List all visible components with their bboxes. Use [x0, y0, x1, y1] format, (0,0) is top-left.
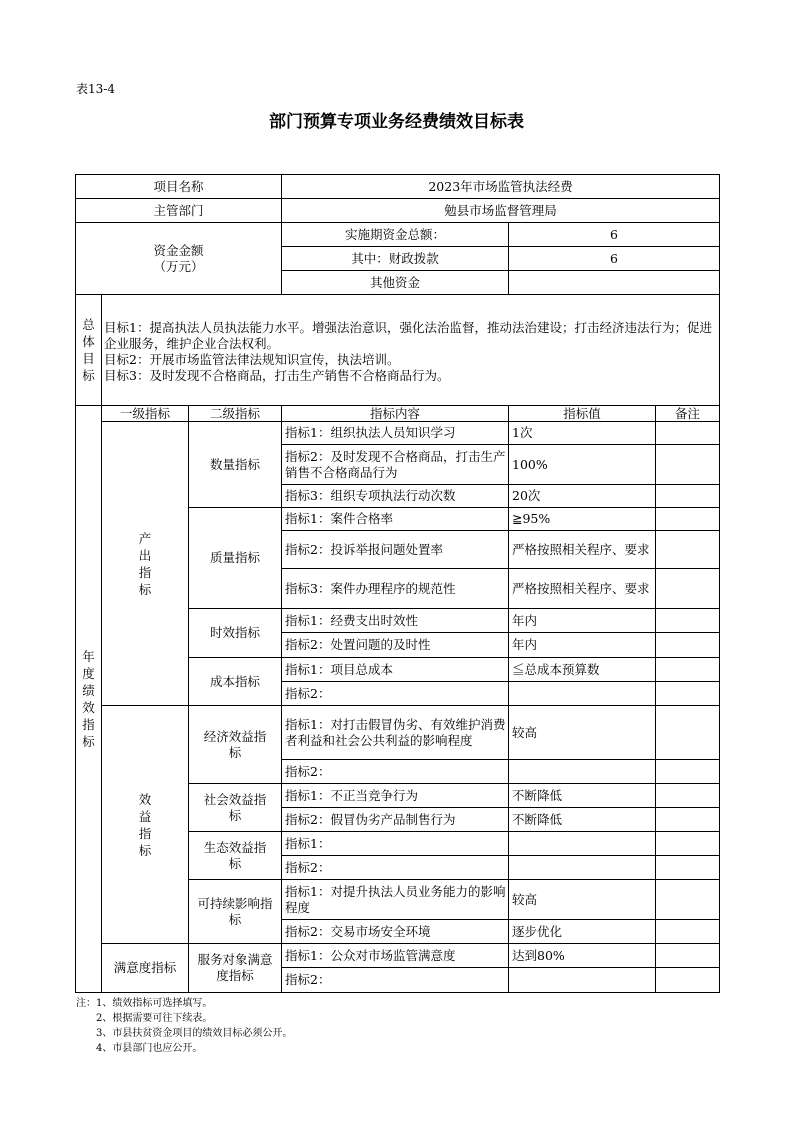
indicator-content: 指标2：假冒伪劣产品制售行为	[285, 811, 456, 827]
indicator-value: 较高	[512, 724, 538, 740]
cost-indicator: 成本指标	[209, 673, 260, 689]
col-note: 备注	[674, 405, 700, 421]
overall-goal-label-text: 总体目标	[82, 317, 95, 383]
footnote: 3、市县扶贫资金项目的绩效目标必须公开。	[76, 1028, 293, 1039]
quality-indicator: 质量指标	[209, 550, 260, 565]
footnote: 2、根据需要可往下续表。	[76, 1013, 213, 1024]
funds-label-line1: 资金金额	[153, 242, 204, 258]
eco-benefit-indicator: 生态效益指标	[203, 839, 267, 871]
indicator-content: 指标2：处置问题的及时性	[285, 637, 431, 652]
table-line	[75, 992, 720, 993]
indicator-value	[509, 832, 655, 855]
fiscal-funds-value: 6	[610, 250, 618, 266]
table-line	[655, 405, 656, 992]
indicator-value: 严格按照相关程序、要求	[512, 580, 650, 596]
indicator-value: 100%	[512, 456, 548, 472]
footnote: 4、市县部门也应公开。	[76, 1043, 203, 1054]
indicator-content: 指标2：	[285, 859, 331, 875]
indicator-content: 指标1：对打击假冒伪劣、有效维护消费者利益和社会公共利益的影响程度	[285, 716, 506, 748]
indicator-value: 1次	[512, 425, 533, 440]
indicator-value: 较高	[512, 891, 538, 907]
indicator-content: 指标2：	[285, 972, 331, 987]
col-value: 指标值	[563, 405, 601, 421]
dept-label: 主管部门	[153, 202, 204, 218]
indicator-content: 指标2：交易市场安全环境	[285, 923, 431, 939]
indicator-content: 指标1：公众对市场监管满意度	[285, 947, 456, 963]
indicator-content: 指标3：案件办理程序的规范性	[285, 580, 456, 596]
output-indicator-text: 产出指标	[138, 530, 152, 597]
service-satisfaction-indicator: 服务对象满意度指标	[197, 952, 273, 983]
doc-number: 表13-4	[76, 82, 115, 96]
goal-2: 目标2：开展市场监管法律法规知识宣传，执法培训。	[104, 352, 400, 367]
indicator-value	[509, 968, 655, 992]
annual-indicator-label-text: 年度绩效指标	[82, 649, 95, 749]
indicator-value: 达到80%	[512, 947, 565, 963]
footnotes	[76, 996, 292, 1056]
indicator-value: ≦总成本预算数	[512, 661, 600, 677]
col-level2: 二级指标	[209, 405, 260, 421]
indicator-value: 20次	[512, 488, 541, 503]
economic-benefit-indicator: 经济效益指标	[203, 728, 267, 760]
other-funds-label: 其他资金	[369, 274, 420, 290]
social-benefit-indicator: 社会效益指标	[203, 791, 267, 823]
annual-indicator-label	[76, 406, 101, 992]
quantity-indicator: 数量指标	[209, 456, 260, 472]
indicator-content: 指标2：及时发现不合格商品，打击生产销售不合格商品行为	[285, 448, 506, 480]
output-indicator	[102, 422, 188, 705]
indicator-content: 指标1：经费支出时效性	[285, 612, 418, 628]
indicator-value: 逐步优化	[512, 923, 563, 939]
project-name-value: 2023年市场监管执法经费	[428, 178, 573, 194]
indicator-value	[509, 856, 655, 879]
indicator-value	[509, 682, 655, 705]
indicator-content: 指标2：投诉举报问题处置率	[285, 541, 443, 557]
funds-label-line2: （万元）	[153, 258, 204, 274]
indicator-content: 指标1：不正当竞争行为	[285, 787, 418, 803]
indicator-content: 指标2：	[285, 685, 331, 701]
dept-value: 勉县市场监督管理局	[444, 202, 557, 218]
indicator-content: 指标1：组织执法人员知识学习	[285, 425, 456, 440]
timeliness-indicator: 时效指标	[209, 625, 260, 640]
other-funds-value	[509, 271, 719, 294]
indicator-content: 指标1：对提升执法人员业务能力的影响程度	[285, 883, 506, 915]
overall-goal-text	[102, 318, 719, 403]
col-level1: 一级指标	[119, 405, 170, 421]
indicator-value: 年内	[512, 612, 538, 628]
benefit-indicator-text: 效益指标	[138, 791, 152, 858]
indicator-content: 指标2：	[285, 763, 331, 779]
indicator-value: 严格按照相关程序、要求	[512, 541, 650, 557]
funds-label	[76, 223, 281, 294]
indicator-value: 年内	[512, 637, 538, 652]
indicator-content: 指标3：组织专项执法行动次数	[285, 488, 456, 503]
indicator-content: 指标1：案件合格率	[285, 511, 393, 526]
footnote: 注：1、绩效指标可选择填写。	[76, 998, 213, 1009]
fiscal-funds-label: 其中：财政拨款	[351, 250, 439, 266]
sustainable-impact-indicator: 可持续影响指标	[197, 895, 273, 927]
indicator-value: 不断降低	[512, 811, 563, 827]
goal-1: 目标1：提高执法人员执法能力水平。增强法治意识，强化法治监督，推动法治建设；打击经济违法行为；促进企业服务，维护企业合法权利。	[104, 320, 712, 351]
page-title: 部门预算专项业务经费绩效目标表	[269, 112, 524, 132]
indicator-content: 指标1：项目总成本	[285, 661, 393, 677]
project-name-label: 项目名称	[153, 178, 204, 194]
indicator-value	[509, 760, 655, 783]
indicator-content: 指标1：	[285, 835, 331, 851]
indicator-value: 不断降低	[512, 787, 563, 803]
benefit-indicator	[102, 706, 188, 943]
col-content: 指标内容	[369, 405, 420, 421]
table-line	[75, 294, 720, 295]
overall-goal-label	[76, 295, 101, 405]
total-funds-label: 实施期资金总额：	[344, 226, 445, 242]
table-line	[719, 174, 720, 993]
total-funds-value: 6	[610, 226, 618, 242]
goal-3: 目标3：及时发现不合格商品，打击生产销售不合格商品行为。	[104, 368, 450, 383]
satisfaction-indicator: 满意度指标	[113, 960, 177, 975]
indicator-value: ≧95%	[512, 511, 551, 526]
